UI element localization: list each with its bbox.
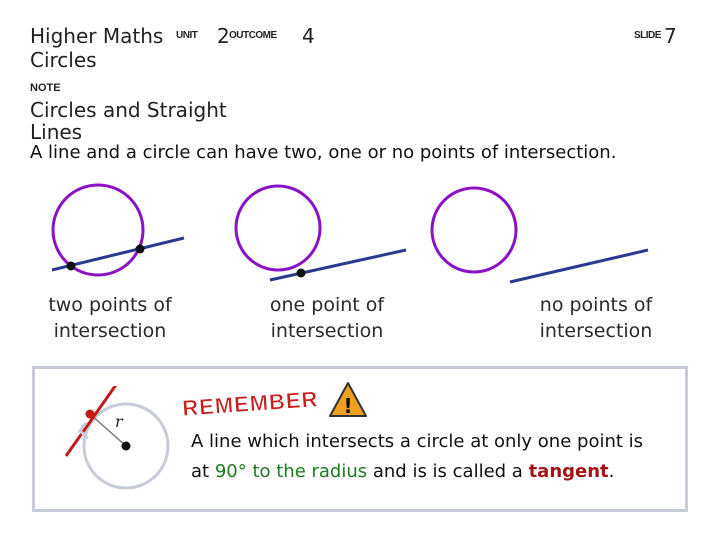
line-no-points	[510, 250, 648, 282]
circle-two-points	[53, 185, 143, 275]
no-points-diagram	[432, 188, 648, 282]
definition-text-start: A line which intersects a circle at only one point is at	[191, 431, 644, 482]
intersection-point	[67, 262, 76, 271]
tangent-point	[86, 410, 95, 419]
slide-label: SLIDE	[634, 30, 661, 41]
remember-text: REMEMBER	[181, 386, 320, 421]
slide-value: 7	[664, 24, 677, 48]
warning-symbol: !	[343, 394, 353, 418]
tangent-word: tangent	[528, 461, 609, 482]
unit-value: 2	[217, 24, 230, 48]
caption-no-points: no points of intersection	[539, 294, 653, 342]
note-label: NOTE	[30, 82, 61, 94]
tangent-definition	[191, 427, 661, 487]
one-point-diagram	[236, 186, 406, 280]
centre-point	[122, 442, 131, 451]
circle-no-points	[432, 188, 516, 272]
section-heading: Circles and Straight Lines	[30, 98, 227, 144]
intro-text: A line and a circle can have two, one or no points of intersection.	[30, 142, 617, 163]
circle-one-point	[236, 186, 320, 270]
definition-text-middle: and is is called a	[367, 461, 529, 482]
radius-label: r	[115, 412, 123, 431]
remember-banner	[176, 381, 326, 421]
tangent-point	[297, 269, 306, 278]
two-points-diagram	[52, 185, 184, 275]
tangent-line	[66, 386, 118, 456]
tangent-diagram	[60, 386, 180, 506]
intersection-point	[136, 245, 145, 254]
caption-two-points: two points of intersection	[48, 294, 172, 342]
line-one-point	[270, 250, 406, 280]
topic-title: Circles	[30, 48, 97, 72]
intersection-diagrams	[0, 180, 720, 290]
unit-label: UNIT	[176, 30, 198, 41]
warning-icon	[328, 380, 368, 420]
definition-text-end: .	[608, 461, 615, 482]
outcome-label: OUTCOME	[229, 30, 277, 41]
outcome-value: 4	[302, 24, 315, 48]
definition-highlight: 90° to the radius	[214, 461, 368, 482]
course-title: Higher Maths	[30, 24, 164, 48]
caption-one-point: one point of intersection	[269, 294, 385, 342]
